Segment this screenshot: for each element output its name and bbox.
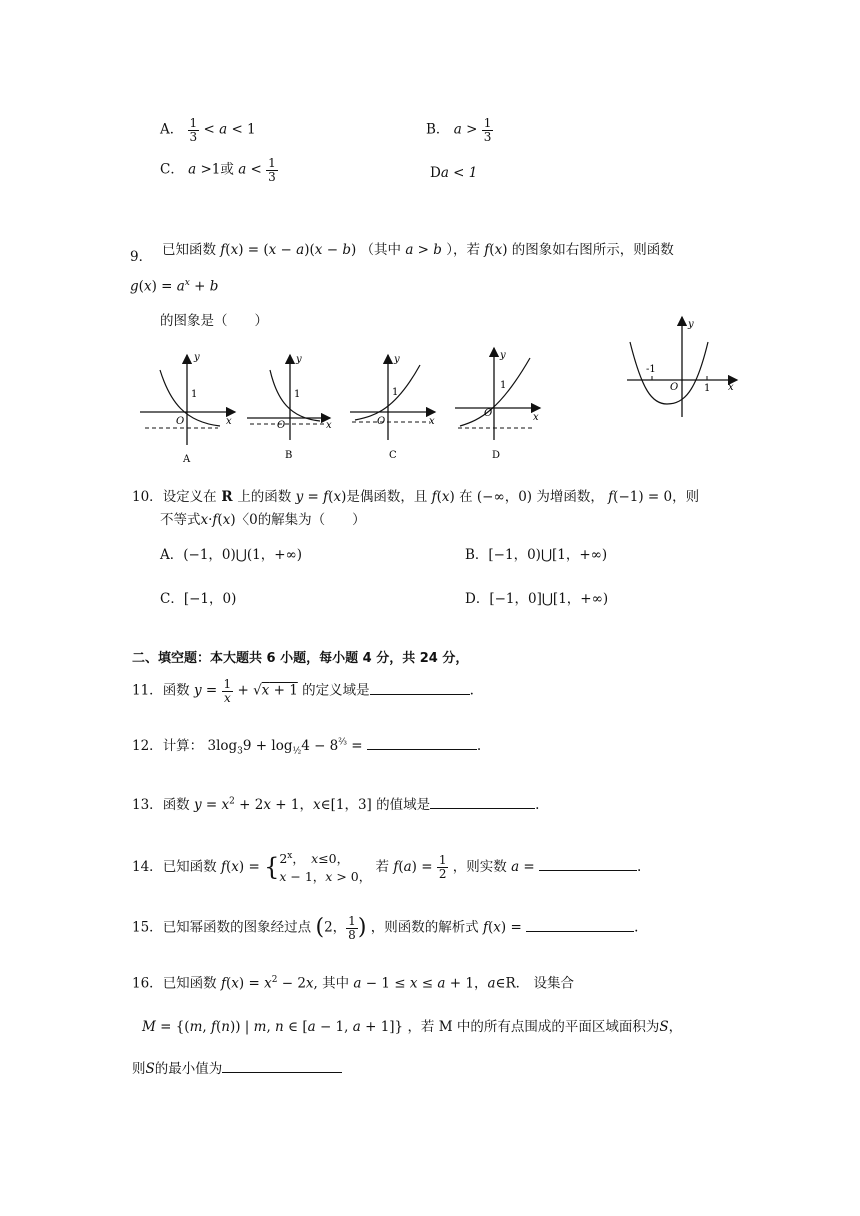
svg-text:x: x <box>326 420 332 431</box>
q11: 11．函数 y = $\frac{1}{x}$ + √x + 1 的定义域是 . <box>132 677 474 705</box>
svg-text:y: y <box>500 350 506 361</box>
svg-text:O: O <box>670 382 679 393</box>
section-heading: 二、填空题：本大题共 6 小题，每小题 4 分，共 24 分， <box>132 651 469 666</box>
fraction: $\frac{1}{3}$ <box>483 116 492 144</box>
graph-a <box>140 352 235 465</box>
svg-text:1: 1 <box>704 383 711 394</box>
svg-text:O: O <box>377 416 386 427</box>
q9-number: 9． <box>130 249 153 265</box>
q8-option-b: B． a > $\frac{1}{3}$ <box>426 116 492 144</box>
svg-text:x: x <box>226 416 232 427</box>
svg-text:y: y <box>394 354 400 365</box>
q10-option-c: C．[−1，0) <box>160 591 237 607</box>
svg-text:x: x <box>429 416 435 427</box>
q16-line2: M = {(m, f(n)) | m, n ∈ [a − 1, a + 1]} ，若 M 中的所有点围成的平面区域面积为S， <box>142 1019 683 1035</box>
graph-d <box>455 348 540 461</box>
q16-line1: 16．已知函数 $f(x) = x^2 - 2x$, 其中 a − 1 ≤ x ≤ a + 1，a∈R． 设集合 <box>132 975 574 992</box>
svg-text:O: O <box>277 420 286 431</box>
svg-text:y: y <box>296 354 302 365</box>
q13: 13．函数 $y = x^2 + 2x + 1$，x∈[1，3] 的值域是 . <box>132 794 539 813</box>
graph-b <box>247 354 332 461</box>
fraction: $\frac{1}{3}$ <box>189 116 198 144</box>
svg-text:y: y <box>194 352 200 363</box>
q9-prompt: 的图象是（ ） <box>160 313 268 329</box>
q10-option-b: B．[−1，0)⋃[1，+∞) <box>465 547 608 563</box>
graph-c <box>350 354 435 461</box>
fraction: $\frac{1}{3}$ <box>268 156 276 184</box>
svg-text:1: 1 <box>500 380 507 391</box>
q9-text-line1: 已知函数 f(x) = (x − a)(x − b) （其中 a > b ），若 f(x) 的图象如右图所示，则函数 <box>162 242 674 258</box>
q9-reference-graph <box>622 312 742 422</box>
q10-line2: 不等式x·f(x)〈0的解集为（ ） <box>160 512 366 528</box>
graph-b-label: B <box>285 450 293 461</box>
svg-text:O: O <box>176 416 185 427</box>
q12: 12．计算： $3\log_39 + \log_{\frac{1}{2}}4 - 8^{\frac{2}{3}}$ = . <box>132 735 481 757</box>
svg-text:1: 1 <box>294 389 301 400</box>
q8-option-d: Da < 1 <box>430 165 478 181</box>
graph-d-label: D <box>492 450 501 461</box>
graph-a-label: A <box>183 454 191 465</box>
svg-text:x: x <box>728 382 734 393</box>
q10-option-a: A．(−1，0)⋃(1，+∞) <box>160 547 303 563</box>
q8-option-a: A． $\frac{1}{3}$ < a < 1 <box>160 116 256 144</box>
svg-text:1: 1 <box>191 389 198 400</box>
q10-line1: 10．设定义在 R 上的函数 y = f(x)是偶函数，且 f(x) 在 (−∞，0) 为增函数， f(−1) = 0，则 <box>132 489 700 505</box>
q16-line3: 则S的最小值为 <box>132 1058 342 1077</box>
svg-text:y: y <box>688 319 694 330</box>
q9-gx: $g(x) = a^x + b$ <box>130 278 219 295</box>
svg-text:O: O <box>484 408 493 419</box>
svg-text:x: x <box>533 412 539 423</box>
q14: 14．已知函数 $f(x) = \{2^x$， x≤0， x − 1，x > 0， 若 f(a) = $\frac{1}{2}$ ，则实数 a = . <box>132 851 642 884</box>
svg-text:-1: -1 <box>646 364 656 375</box>
fraction: $\frac{1}{8}$ <box>348 914 356 942</box>
q10-option-d: D．[−1，0]⋃[1，+∞) <box>465 591 609 607</box>
q8-option-c: C． a >1或 a < $\frac{1}{3}$ <box>160 156 276 184</box>
graph-c-label: C <box>389 450 397 461</box>
fraction: $\frac{1}{2}$ <box>438 853 447 882</box>
fraction: $\frac{1}{x}$ <box>223 677 232 705</box>
q15: 15．已知幂函数的图象经过点 (2， $\frac{1}{8}$ ) ，则函数的解析式 f(x) = . <box>132 914 639 942</box>
svg-text:1: 1 <box>392 387 399 398</box>
q9-answer-graphs <box>130 340 560 470</box>
